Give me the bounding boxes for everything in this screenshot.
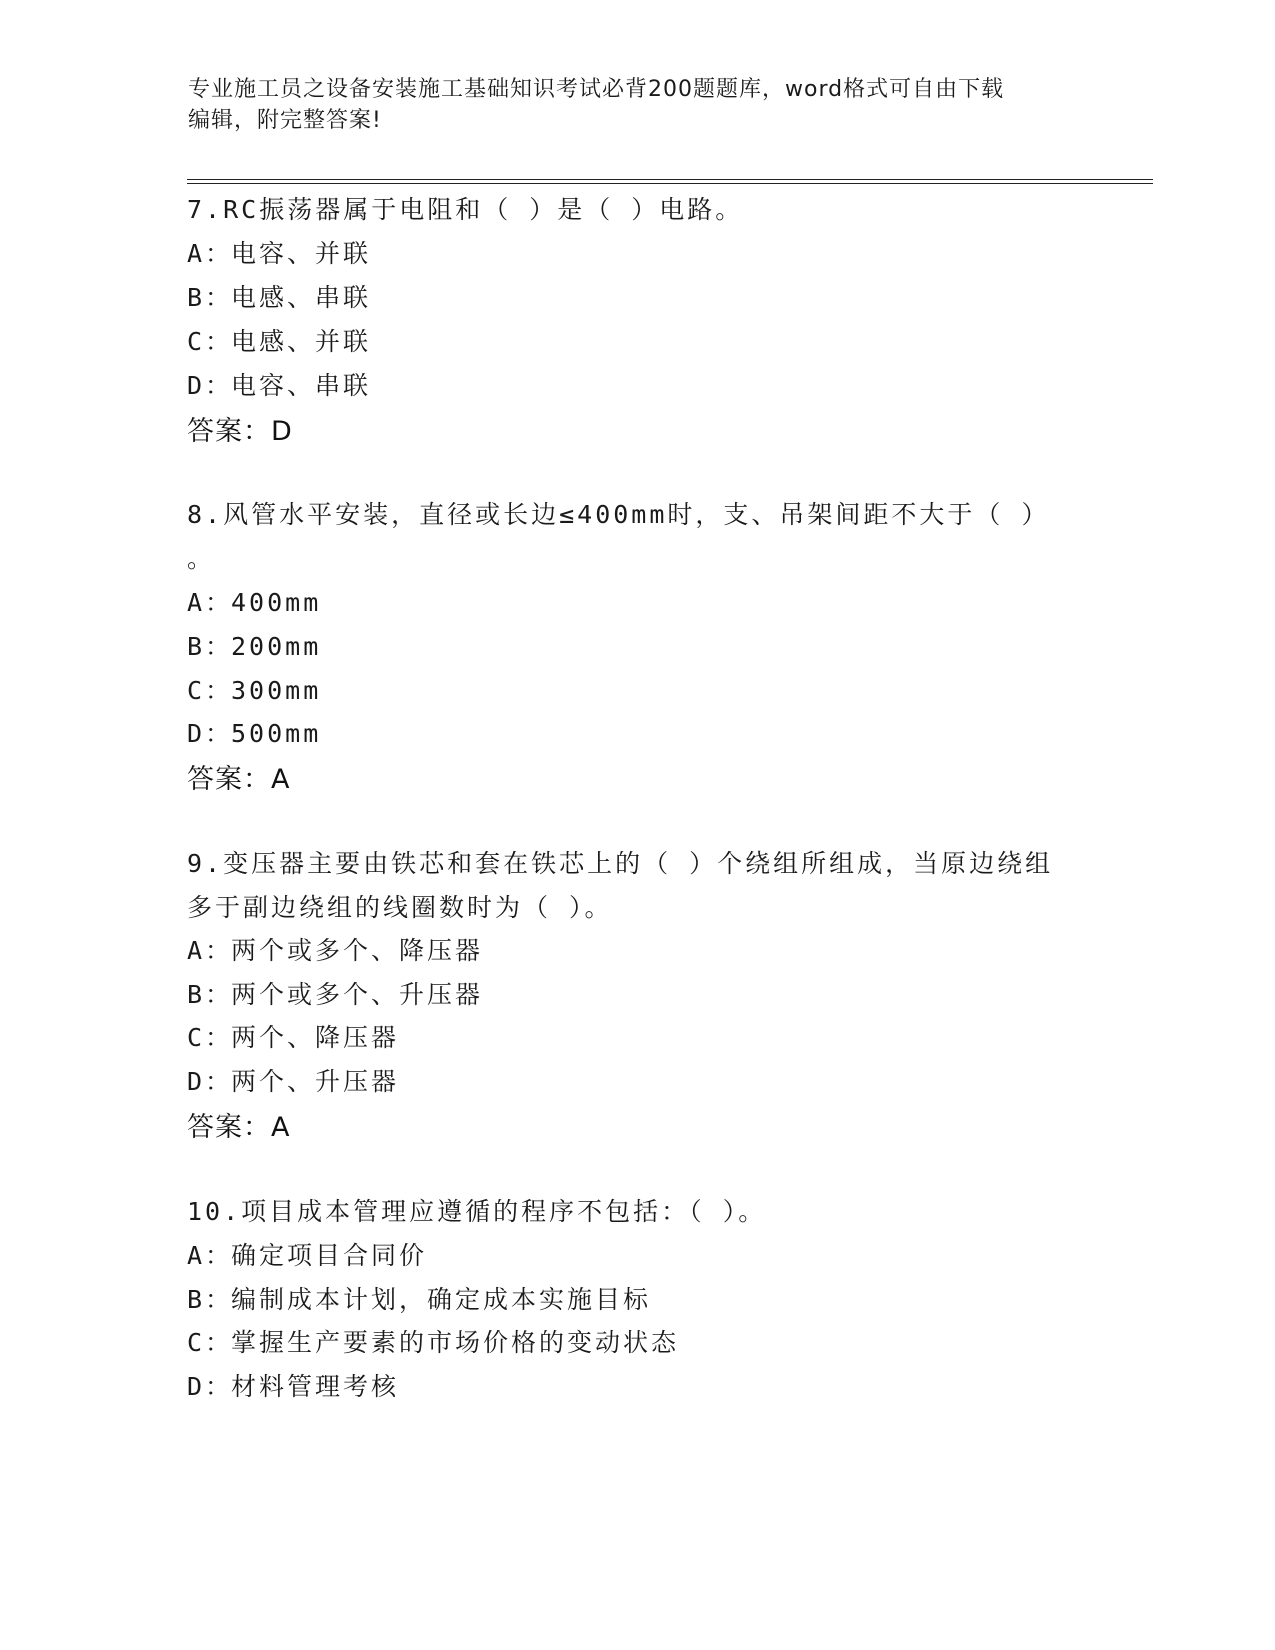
option-key: C： bbox=[187, 1023, 234, 1052]
option-text: 掌握生产要素的市场价格的变动状态 bbox=[231, 1328, 680, 1357]
question-9-option-b bbox=[187, 975, 483, 1011]
option-key: C： bbox=[187, 1328, 234, 1357]
option-key: A： bbox=[187, 239, 234, 268]
option-key: D： bbox=[187, 1067, 234, 1096]
option-text: 两个或多个、升压器 bbox=[231, 980, 484, 1009]
option-key: D： bbox=[187, 371, 234, 400]
question-7-option-b bbox=[187, 278, 371, 314]
option-key: B： bbox=[187, 283, 234, 312]
question-8-stem-line-2: 。 bbox=[187, 544, 216, 573]
option-key: B： bbox=[187, 980, 234, 1009]
question-9-stem-line-2: 多于副边绕组的线圈数时为（ ）。 bbox=[187, 893, 613, 922]
option-text: 300mm bbox=[231, 676, 322, 705]
option-key: C： bbox=[187, 676, 234, 705]
question-8-option-d bbox=[187, 714, 321, 750]
question-10-option-b bbox=[187, 1280, 651, 1316]
question-8-answer: 答案：A bbox=[187, 764, 291, 795]
option-key: A： bbox=[187, 588, 234, 617]
question-9-option-d bbox=[187, 1062, 399, 1098]
header-divider-top bbox=[187, 179, 1153, 180]
option-text: 电感、并联 bbox=[231, 327, 372, 356]
option-text: 500mm bbox=[231, 719, 322, 748]
option-key: D： bbox=[187, 1372, 234, 1401]
question-10-option-c bbox=[187, 1323, 679, 1359]
option-text: 两个或多个、降压器 bbox=[231, 936, 484, 965]
question-9-option-c bbox=[187, 1018, 399, 1054]
question-7-stem: 7.RC振荡器属于电阻和（ ）是（ ）电路。 bbox=[187, 195, 744, 224]
question-8-option-a bbox=[187, 583, 321, 619]
question-8-stem-line-1: 8.风管水平安装，直径或长边≤400mm时，支、吊架间距不大于（ ） bbox=[187, 500, 1050, 529]
option-text: 材料管理考核 bbox=[231, 1372, 400, 1401]
question-9-option-a bbox=[187, 931, 483, 967]
option-text: 电容、并联 bbox=[231, 239, 372, 268]
question-7-option-d bbox=[187, 366, 371, 402]
question-9-stem-line-1: 9.变压器主要由铁芯和套在铁芯上的（ ）个绕组所组成，当原边绕组 bbox=[187, 849, 1054, 878]
question-10-option-d bbox=[187, 1367, 399, 1403]
option-text: 电容、串联 bbox=[231, 371, 372, 400]
header-divider-bottom bbox=[187, 183, 1153, 184]
option-text: 编制成本计划，确定成本实施目标 bbox=[231, 1285, 652, 1314]
option-text: 两个、降压器 bbox=[231, 1023, 400, 1052]
question-8-option-c bbox=[187, 671, 321, 707]
question-9-answer: 答案：A bbox=[187, 1112, 291, 1143]
option-key: B： bbox=[187, 1285, 234, 1314]
option-text: 确定项目合同价 bbox=[231, 1241, 428, 1270]
header-line-2: 编辑，附完整答案! bbox=[188, 108, 382, 133]
document-header bbox=[188, 74, 1088, 136]
option-text: 电感、串联 bbox=[231, 283, 372, 312]
option-key: D： bbox=[187, 719, 234, 748]
question-7-option-a bbox=[187, 234, 371, 270]
option-key: A： bbox=[187, 936, 234, 965]
question-8-option-b bbox=[187, 627, 321, 663]
header-line-1: 专业施工员之设备安装施工基础知识考试必背200题题库，word格式可自由下载 bbox=[188, 77, 1005, 102]
question-7-answer: 答案：D bbox=[187, 416, 293, 447]
question-10-stem: 10.项目成本管理应遵循的程序不包括：（ ）。 bbox=[187, 1197, 767, 1226]
option-key: C： bbox=[187, 327, 234, 356]
question-7-option-c bbox=[187, 322, 371, 358]
option-key: A： bbox=[187, 1241, 234, 1270]
option-text: 两个、升压器 bbox=[231, 1067, 400, 1096]
option-text: 400mm bbox=[231, 588, 322, 617]
question-10-option-a bbox=[187, 1236, 427, 1272]
option-key: B： bbox=[187, 632, 234, 661]
option-text: 200mm bbox=[231, 632, 322, 661]
